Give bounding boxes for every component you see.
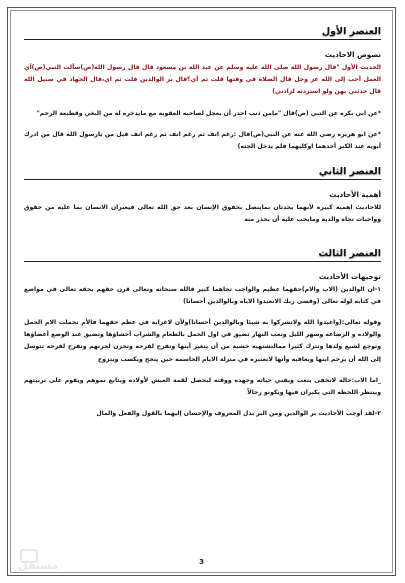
spacer (24, 236, 381, 248)
watermark-logo-icon (20, 549, 38, 563)
section2-paragraph-1: للاحاديث اهميه كبيره لأنهما يحدثان بمايتصل بحقوق الإنسان بعد حق الله تعالى فيعبران الانسان بما عليه من حقوق وواجبات تجاه والديه ومايجب عليه أن يحذر منه (24, 204, 381, 224)
section1-paragraph-3: *عن ابو هريره رضي الله عنه عن النبي(ص)قال :رغم انف ثم رغم انف ثم رغم انف قيل من يارسول الله قال من ادرك أبويه عند الكبر أحدهما اوكليهما فلم يدخل الجنه) (24, 130, 381, 151)
page-content (24, 26, 381, 429)
section2-subheading: أهمية الأحاديث (329, 190, 381, 200)
section1-heading: العنصر الأول (24, 26, 381, 40)
section2-heading: العنصر الثاني (24, 166, 381, 180)
spacer (24, 162, 381, 166)
document-page (7, 7, 396, 576)
watermark: مستقل (18, 559, 59, 572)
section1-paragraph-1: الحديث الأول "قال رسول الله صلى الله عليه وسلم عن عبد الله بن مسعود قال قال رسول الله(ص)سألت النبي(ص)أي العمل أحب إلى الله عز وجل قال الصلاة في وقتها قلت ثم أي؟قال بر الوالدين قلت ثم اي،قال الجهاد في سبيل الله قال حدثني بهن ولو استزدته لزادني) (24, 64, 381, 96)
section1-subheading: نصوص الاحاديث (324, 50, 381, 59)
section3-paragraph-2: وقوله تعالى:(واعبدوا الله ولاتشركوا به شيئا وبالوالدين أحسانا)ولأن لاغرابة في عظم حقهما فالأم تحملت الام الحمل والولاده و الرضاعه وسهر الليل وتعب النهار تضيق في اول الحمل بالطعام والشراب أحشاؤها وتضيق عند الوضع أعضاؤها وتوجع لشيع ولدها وتترك كثيرا ممالتشتهيه خشية من أن يتغير أبنها وتفرح لفرحه وتحزن لحزنهم وتفرح لفرحه تتوسل إلى الله أن يرحم ابنها ويعافيه وأنها لاتعتبره في منزلة الايام الحاسمه حين ينجح ويكسب ويتزوج (24, 319, 381, 363)
section3-paragraph-4: ٢-لقد أوجب الأحاديث بر الوالدين ومن البر بذل المعروف والإحسان إليهما بالقول والفعل والمال (96, 410, 381, 418)
section1-paragraph-2: *عن ابي بكره عن النبي (ص)قال "مامن ذنب احدر أن يعجل لصاحبه العقوبه مع مايدخره له من البغي وقطيعة الرحم" (36, 109, 381, 117)
section3-subheading: توجيهات الأحاديث (318, 271, 381, 281)
section3-paragraph-1: ١-ان الوالدين (الاب والام)حقهما عظيم والواجب تجاهما كبير فالله سبحانه وتعالى قرن حقهم بحقه تعالى في مواضع في كتابه لوله تعالى (وقضى ربك الاتعبدوا الاياه وبالوالدين أحسانا) (24, 285, 381, 305)
page-number: 3 (199, 558, 204, 566)
section3-paragraph-3: _اما الاب:حاله لاتخفى بتعب ويفني حياته وجهده ووقته ليحصل لقمة العيش لأولاده ويتابع نموهم ويقوم على تربيتهم وينتظر اللحظه التي يكبران فيها ويكونو رجالاً (24, 376, 381, 397)
section3-heading: العنصر الثالث (24, 248, 381, 262)
